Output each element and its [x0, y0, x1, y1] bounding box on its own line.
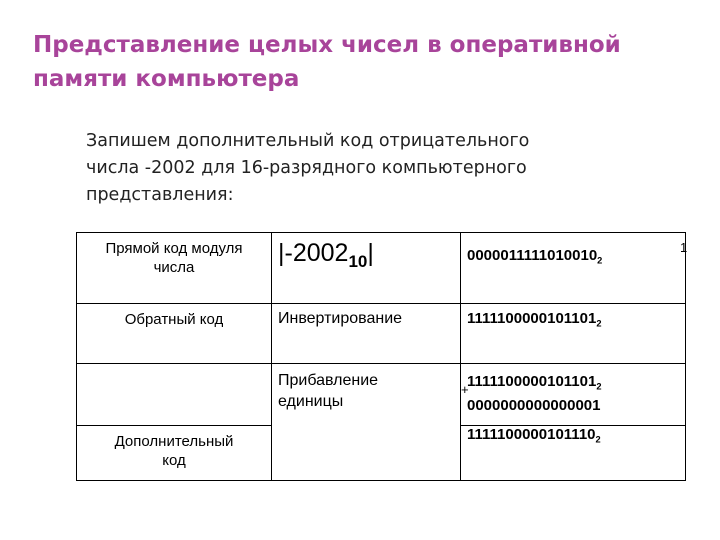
- cell-inverse-binary: [461, 304, 686, 364]
- direct-binary-value: 0000011111010010: [467, 247, 598, 264]
- plus-sign: +: [461, 382, 469, 397]
- intro-line3: представления:: [86, 185, 234, 205]
- table-row-add-one: [77, 364, 686, 426]
- cell-inverse-code-label: [77, 304, 272, 364]
- table-row-inverse-code: [77, 304, 686, 364]
- cell-inversion-action: [272, 304, 461, 364]
- cell-complement-code-label: [77, 426, 272, 481]
- direct-binary-base: 2: [597, 255, 603, 266]
- direct-code-label-line1: Прямой код модуля: [105, 240, 243, 257]
- intro-line2: числа -2002 для 16-разрядного компьютерного: [86, 158, 527, 178]
- complement-binary-value: 1111100000101110: [467, 426, 596, 443]
- cell-direct-code-label: [77, 233, 272, 304]
- addition-binary-base: 2: [596, 381, 602, 392]
- cell-add-one-action: [272, 364, 461, 481]
- absolute-value-base: 10: [348, 251, 368, 271]
- page-number: 1: [680, 240, 688, 255]
- complement-label-line1: Дополнительный: [114, 433, 234, 450]
- slide-title: [33, 28, 673, 96]
- cell-absolute-value: [272, 233, 461, 304]
- complement-label-line2: код: [162, 452, 186, 469]
- cell-direct-binary: [461, 233, 686, 304]
- add-one-action-line1: Прибавление: [278, 372, 379, 389]
- inverse-code-label: Обратный код: [124, 311, 224, 328]
- inverse-binary-base: 2: [596, 318, 602, 329]
- addition-binary-value: 1111100000101101: [467, 373, 597, 390]
- absolute-value-close: |: [367, 239, 374, 267]
- intro-text: [86, 128, 606, 209]
- direct-code-label-line2: числа: [153, 259, 195, 276]
- slide-title-line2: памяти компьютера: [33, 66, 300, 92]
- intro-line1: Запишем дополнительный код отрицательного: [86, 131, 530, 151]
- inverse-binary-value: 1111100000101101: [467, 310, 597, 327]
- slide-title-line1: Представление целых чисел в оперативной: [33, 32, 621, 58]
- addition-addend: 0000000000000001: [467, 397, 601, 414]
- complement-binary-base: 2: [595, 434, 601, 445]
- table-row-direct-code: [77, 233, 686, 304]
- cell-add-one-label-empty: [77, 364, 272, 426]
- inversion-action-text: Инвертирование: [278, 310, 403, 327]
- conversion-table: [76, 232, 686, 481]
- absolute-value-number: |-2002: [278, 239, 349, 267]
- add-one-action-line2: единицы: [278, 393, 344, 410]
- absolute-value-expression: [278, 239, 374, 271]
- cell-complement-binary: [461, 426, 686, 481]
- cell-addition: [461, 364, 686, 426]
